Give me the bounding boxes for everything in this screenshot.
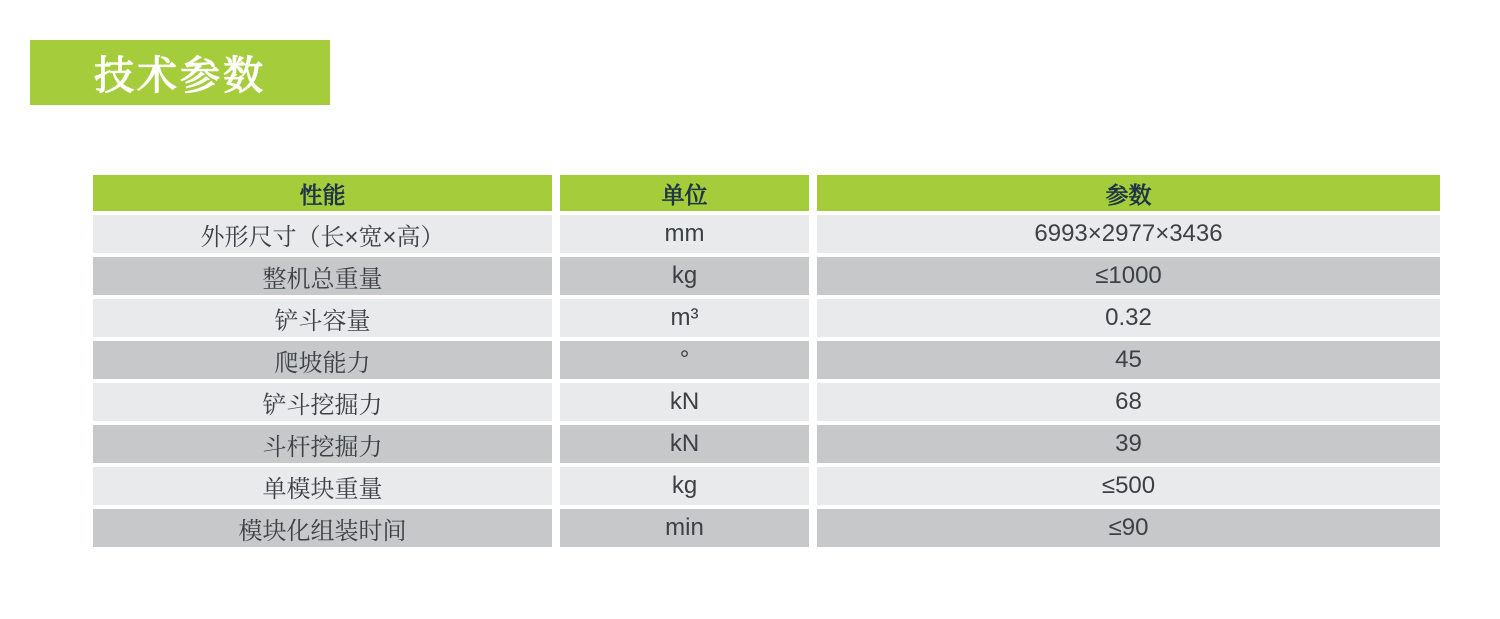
section-title: 技术参数 — [94, 54, 266, 98]
row-value: 45 — [817, 341, 1440, 379]
row-value: ≤500 — [817, 467, 1440, 505]
row-property: 模块化组装时间 — [93, 509, 552, 547]
row-property: 外形尺寸（长×宽×高） — [93, 215, 552, 253]
row-property: 斗杆挖掘力 — [93, 425, 552, 463]
col-header-value: 参数 — [817, 175, 1440, 211]
row-property: 整机总重量 — [93, 257, 552, 295]
row-unit: kg — [560, 257, 809, 295]
row-value: 0.32 — [817, 299, 1440, 337]
section-title-badge — [30, 40, 330, 105]
row-unit: min — [560, 509, 809, 547]
row-property: 铲斗挖掘力 — [93, 383, 552, 421]
row-value: 39 — [817, 425, 1440, 463]
row-unit: m³ — [560, 299, 809, 337]
row-value: ≤1000 — [817, 257, 1440, 295]
col-header-property: 性能 — [93, 175, 552, 211]
col-header-unit: 单位 — [560, 175, 809, 211]
row-unit: kg — [560, 467, 809, 505]
row-property: 铲斗容量 — [93, 299, 552, 337]
row-unit: ° — [560, 341, 809, 379]
row-property: 单模块重量 — [93, 467, 552, 505]
row-unit: kN — [560, 425, 809, 463]
row-unit: mm — [560, 215, 809, 253]
row-value: 6993×2977×3436 — [817, 215, 1440, 253]
row-property: 爬坡能力 — [93, 341, 552, 379]
row-value: ≤90 — [817, 509, 1440, 547]
row-value: 68 — [817, 383, 1440, 421]
spec-table — [93, 175, 1440, 547]
row-unit: kN — [560, 383, 809, 421]
